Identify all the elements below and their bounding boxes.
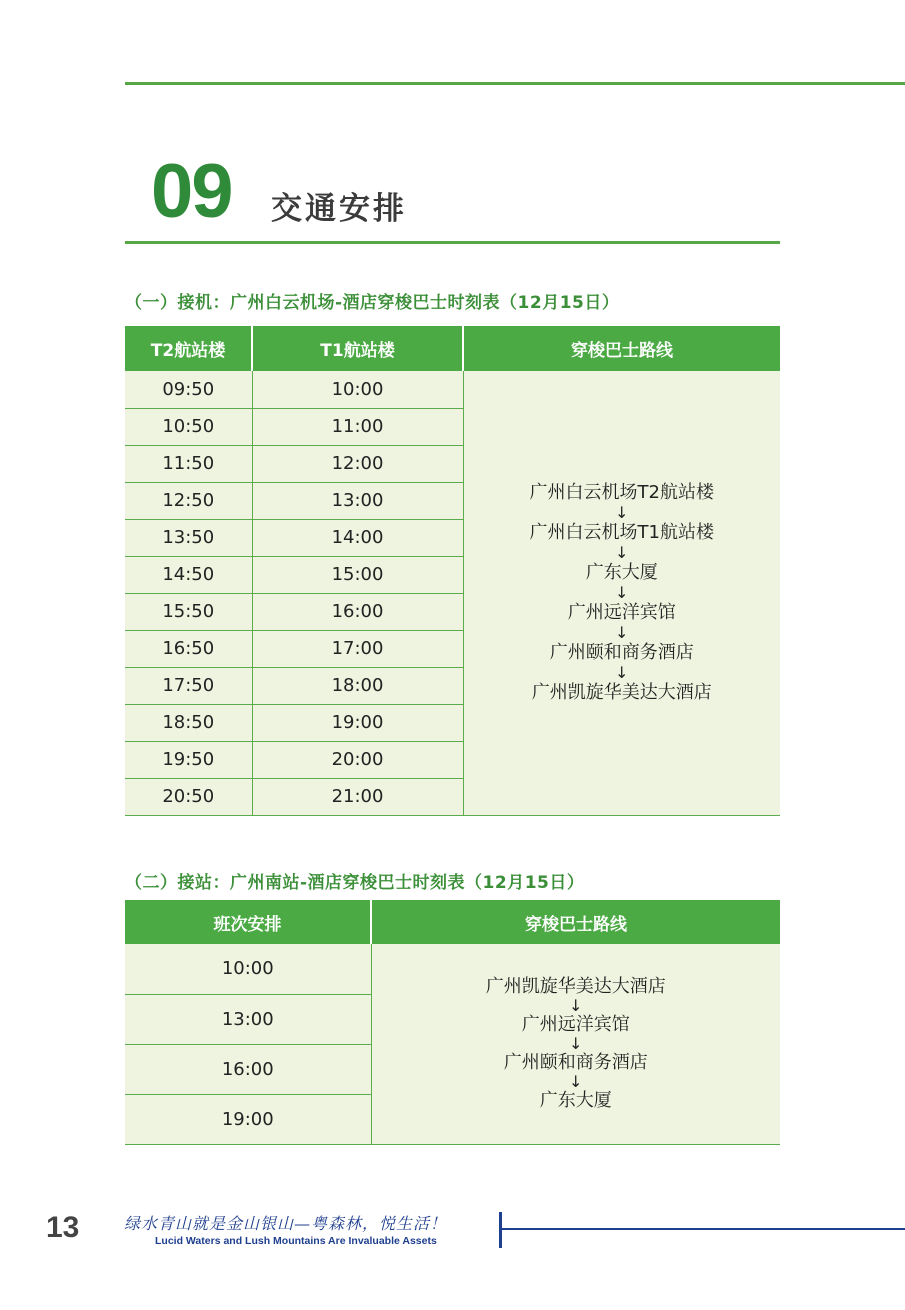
route-stop: 广州白云机场T2航站楼	[529, 481, 714, 503]
t2-departure-time: 10:50	[125, 408, 252, 445]
table-row	[125, 371, 780, 408]
t2-departure-time: 11:50	[125, 445, 252, 482]
route-stop: 广州凯旋华美达大酒店	[485, 975, 666, 997]
route-stop: 广州凯旋华美达大酒店	[531, 681, 712, 703]
route-stop: 广州白云机场T1航站楼	[529, 521, 714, 543]
route-stop: 广东大厦	[539, 1089, 612, 1111]
top-divider	[125, 82, 905, 85]
t1-departure-time: 18:00	[252, 667, 463, 704]
t2-departure-time: 19:50	[125, 741, 252, 778]
route-cell	[463, 371, 780, 815]
t1-departure-time: 20:00	[252, 741, 463, 778]
route-stop: 广州远洋宾馆	[567, 601, 676, 623]
t1-departure-time: 15:00	[252, 556, 463, 593]
footer-slogan: 绿水青山就是金山银山—粤森林，悦生活！	[124, 1214, 448, 1233]
route-arrow-icon: ↓	[615, 622, 629, 642]
section-number: 09	[151, 149, 232, 234]
t2-departure-time: 12:50	[125, 482, 252, 519]
route-arrow-icon: ↓	[615, 662, 629, 682]
t1-departure-time: 12:00	[252, 445, 463, 482]
route-arrow-icon: ↓	[569, 1071, 583, 1091]
t2-departure-time: 20:50	[125, 778, 252, 815]
footer-bar	[499, 1212, 502, 1248]
route-list	[372, 975, 781, 1113]
t1-departure-time: 14:00	[252, 519, 463, 556]
t2-departure-time: 14:50	[125, 556, 252, 593]
table-row	[125, 944, 780, 994]
station-shuttle-table	[125, 900, 780, 1145]
header-route: 穿梭巴士路线	[463, 326, 780, 371]
t2-departure-time: 17:50	[125, 667, 252, 704]
t2-departure-time: 18:50	[125, 704, 252, 741]
t2-departure-time: 09:50	[125, 371, 252, 408]
t2-departure-time: 16:50	[125, 630, 252, 667]
route-stop: 广州颐和商务酒店	[503, 1051, 648, 1073]
header-t2: T2航站楼	[125, 326, 252, 371]
header-t1: T1航站楼	[252, 326, 463, 371]
t1-departure-time: 17:00	[252, 630, 463, 667]
page-number: 13	[46, 1211, 80, 1244]
route-arrow-icon: ↓	[569, 995, 583, 1015]
section-title: 交通安排	[271, 191, 407, 227]
departure-time: 13:00	[125, 994, 371, 1044]
footer-line	[502, 1228, 905, 1230]
table2-title: （二）接站：广州南站-酒店穿梭巴士时刻表（12月15日）	[125, 873, 585, 893]
t2-departure-time: 15:50	[125, 593, 252, 630]
header-route: 穿梭巴士路线	[371, 900, 780, 944]
t1-departure-time: 11:00	[252, 408, 463, 445]
section-divider	[125, 241, 780, 244]
route-arrow-icon: ↓	[615, 542, 629, 562]
departure-time: 19:00	[125, 1094, 371, 1144]
table1-title: （一）接机：广州白云机场-酒店穿梭巴士时刻表（12月15日）	[125, 293, 620, 313]
footer-slogan-english: Lucid Waters and Lush Mountains Are Invaluable Assets	[155, 1235, 437, 1247]
route-arrow-icon: ↓	[569, 1033, 583, 1053]
route-stop: 广州颐和商务酒店	[549, 641, 694, 663]
header-schedule: 班次安排	[125, 900, 371, 944]
t1-departure-time: 16:00	[252, 593, 463, 630]
route-arrow-icon: ↓	[615, 502, 629, 522]
route-arrow-icon: ↓	[615, 582, 629, 602]
t2-departure-time: 13:50	[125, 519, 252, 556]
t1-departure-time: 21:00	[252, 778, 463, 815]
route-list	[464, 480, 781, 706]
t1-departure-time: 10:00	[252, 371, 463, 408]
departure-time: 16:00	[125, 1044, 371, 1094]
section-header	[125, 150, 780, 244]
route-stop: 广东大厦	[585, 561, 658, 583]
t1-departure-time: 13:00	[252, 482, 463, 519]
route-cell	[371, 944, 780, 1144]
departure-time: 10:00	[125, 944, 371, 994]
route-stop: 广州远洋宾馆	[521, 1013, 630, 1035]
airport-shuttle-table	[125, 326, 780, 816]
t1-departure-time: 19:00	[252, 704, 463, 741]
